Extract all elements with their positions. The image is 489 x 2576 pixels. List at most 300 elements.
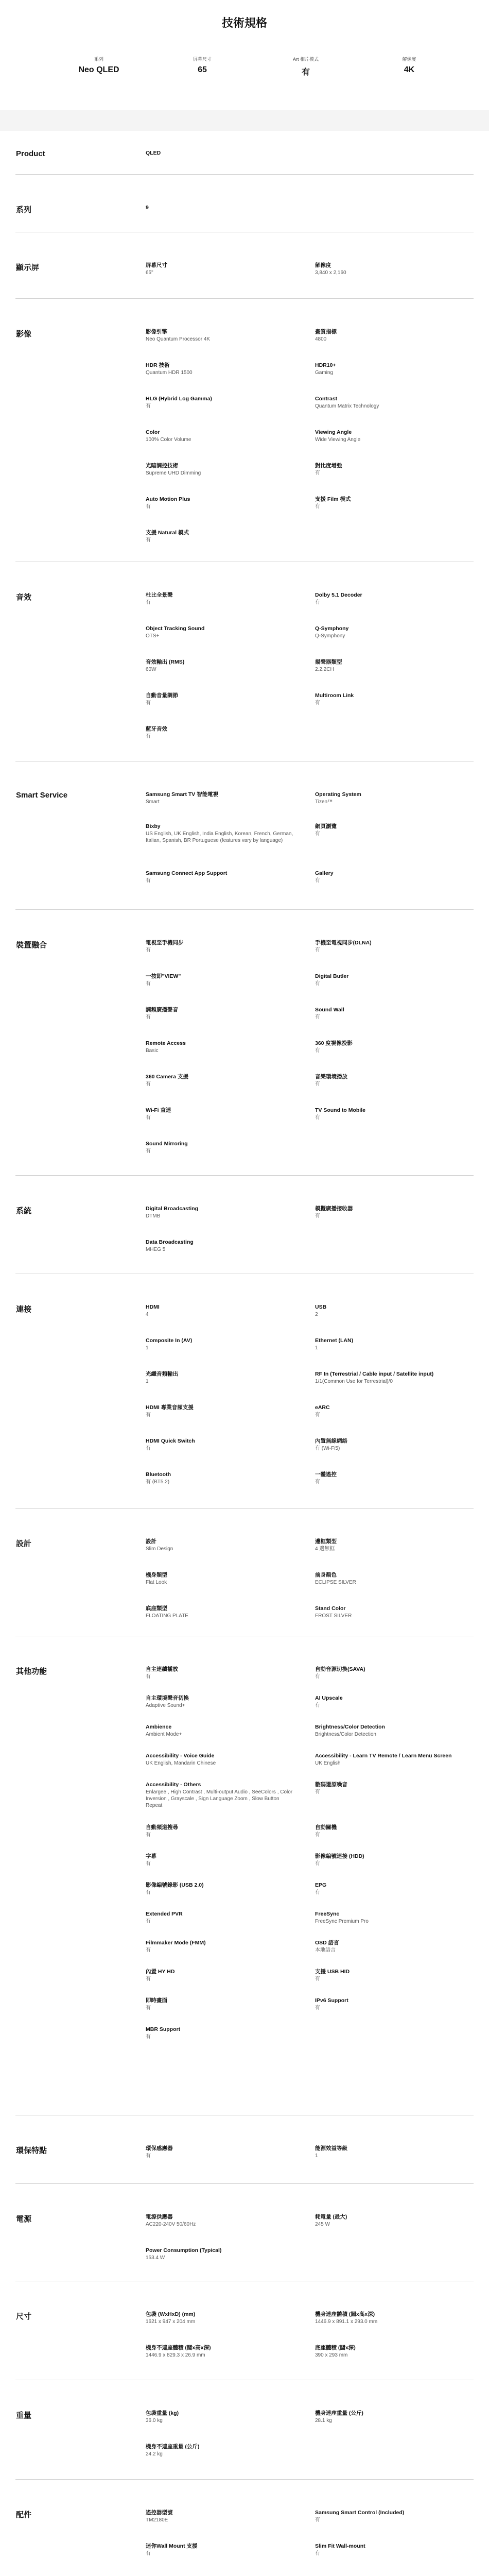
spec-label: Brightness/Color Detection xyxy=(315,1724,385,1730)
spec-item xyxy=(146,1437,295,1452)
section-title: 裝置融合 xyxy=(16,941,47,950)
spec-value: 有 xyxy=(315,831,320,837)
spec-value: FreeSync Premium Pro xyxy=(315,1919,369,1924)
spec-value: 有 xyxy=(315,1412,320,1418)
spec-item xyxy=(146,362,295,376)
spec-label: Wi-Fi 直連 xyxy=(146,1107,171,1113)
spec-label: Multiroom Link xyxy=(315,692,354,699)
spec-label: HDR 技術 xyxy=(146,362,170,368)
spec-item xyxy=(315,1370,464,1385)
spec-label: IPv6 Support xyxy=(315,1997,348,2004)
spec-value: 有 xyxy=(315,2005,320,2011)
spec-item xyxy=(146,2344,295,2359)
spec-item xyxy=(315,791,464,805)
spec-label: Dolby 5.1 Decoder xyxy=(315,592,362,598)
spec-item xyxy=(146,1723,295,1738)
spec-value: 有 xyxy=(315,1048,320,1054)
spec-label: 數碼還原噪音 xyxy=(315,1782,347,1788)
spec-value: 1621 x 947 x 204 mm xyxy=(146,2319,196,2325)
spec-item xyxy=(146,939,295,954)
spec-value: 390 x 293 mm xyxy=(315,2352,348,2358)
spec-item xyxy=(315,1538,464,1552)
spec-item xyxy=(315,823,464,837)
spec-label: 影像引擎 xyxy=(146,329,167,335)
spec-label: 邊框類型 xyxy=(315,1538,337,1545)
spec-value: 有 xyxy=(146,1115,151,1121)
spec-label: 手機至電視同步(DLNA) xyxy=(315,940,372,946)
spec-value: 有 xyxy=(146,504,151,510)
spec-item xyxy=(315,1006,464,1021)
spec-item xyxy=(146,1781,295,1809)
spec-label: Contrast xyxy=(315,396,338,402)
spec-item xyxy=(146,462,295,477)
spec-label: 機身連座體積 (闊x高x深) xyxy=(315,2311,375,2317)
spec-item xyxy=(146,823,295,844)
spec-item xyxy=(146,1140,295,1155)
spec-item xyxy=(315,1337,464,1351)
spec-value: 有 xyxy=(315,2551,320,2556)
spec-value: 有 xyxy=(146,2034,151,2040)
spec-label: 電源供應器 xyxy=(146,2214,173,2220)
spec-item xyxy=(146,1997,295,2011)
divider-band xyxy=(0,110,489,131)
spec-item xyxy=(146,1370,295,1385)
spec-value: Neo Quantum Processor 4K xyxy=(146,336,211,342)
spec-value: 4800 xyxy=(315,336,327,342)
spec-item xyxy=(146,1939,295,1954)
spec-item xyxy=(315,2509,464,2523)
spec-item xyxy=(146,791,295,805)
section-divider xyxy=(15,1508,474,1509)
spec-item xyxy=(315,1205,464,1219)
spec-label: Ambience xyxy=(146,1724,172,1730)
spec-value: 有 (Wi-Fi5) xyxy=(315,1446,340,1451)
spec-value: Quantum Matrix Technology xyxy=(315,403,379,409)
spec-label: eARC xyxy=(315,1404,330,1411)
spec-label: Color xyxy=(146,429,160,435)
spec-value: 有 xyxy=(315,1832,320,1838)
spec-item xyxy=(146,1910,295,1925)
spec-item xyxy=(315,1437,464,1452)
spec-label: Object Tracking Sound xyxy=(146,625,205,632)
spec-value: 1446.9 x 829.3 x 26.9 mm xyxy=(146,2352,205,2358)
spec-value: 有 xyxy=(315,1479,320,1485)
spec-item xyxy=(315,1571,464,1586)
spec-label: 內置 HY HD xyxy=(146,1969,175,1975)
spec-value: Flat Look xyxy=(146,1580,167,1585)
spec-item xyxy=(315,496,464,510)
spec-label: 自動音量調節 xyxy=(146,692,178,699)
spec-value: 2.2.2CH xyxy=(315,667,334,672)
spec-value: 4 邊無框 xyxy=(315,1546,335,1552)
spec-value: MHEG 5 xyxy=(146,1247,166,1252)
spec-label: HLG (Hybrid Log Gamma) xyxy=(146,396,212,402)
spec-item xyxy=(146,1006,295,1021)
spec-value: Slim Design xyxy=(146,1546,173,1552)
spec-label: 環保感應器 xyxy=(146,2145,173,2151)
spec-label: Accessibility - Learn TV Remote / Learn Menu Screen xyxy=(315,1753,452,1759)
spec-value: Q-Symphony xyxy=(315,633,345,639)
spec-label: Samsung Smart TV 智能電視 xyxy=(146,791,219,798)
spec-label: 機身不連座重量 (公斤) xyxy=(146,2444,200,2450)
spec-item xyxy=(146,529,295,544)
spec-item xyxy=(315,692,464,706)
section-title: 影像 xyxy=(16,330,32,338)
spec-value: 有 xyxy=(146,1919,151,1924)
page-title: 技術規格 xyxy=(221,16,267,29)
spec-item xyxy=(146,973,295,987)
section-title: 設計 xyxy=(16,1539,32,1548)
spec-label: 畫質指標 xyxy=(315,329,337,335)
spec-item xyxy=(146,262,295,276)
spec-value: 有 xyxy=(146,2153,151,2159)
spec-item xyxy=(146,1239,295,1253)
spec-value: 有 xyxy=(315,1890,320,1895)
spec-item xyxy=(146,1538,295,1552)
spec-item xyxy=(315,2145,464,2159)
spec-label: 包裝重量 (kg) xyxy=(146,2410,179,2416)
spec-item xyxy=(146,1968,295,1982)
spec-label: 自主連續播放 xyxy=(146,1666,178,1672)
spec-item xyxy=(315,973,464,987)
spec-label: 能源效益等級 xyxy=(315,2145,347,2151)
spec-label: 支援 Film 模式 xyxy=(315,496,351,502)
spec-item xyxy=(315,462,464,477)
spec-value: 28.1 kg xyxy=(315,2418,332,2424)
summary-resolution xyxy=(371,56,448,75)
spec-label: 前身顏色 xyxy=(315,1572,337,1578)
spec-item xyxy=(315,939,464,954)
summary-screen-size xyxy=(164,56,241,75)
spec-value: 有 (BT5.2) xyxy=(146,1479,170,1485)
spec-item xyxy=(146,1337,295,1351)
spec-value: 1 xyxy=(315,1345,318,1351)
spec-value: OTS+ xyxy=(146,633,160,639)
spec-label: Operating System xyxy=(315,791,361,798)
spec-value: 有 xyxy=(315,700,320,706)
spec-item xyxy=(146,2410,295,2424)
spec-value: 4 xyxy=(146,1312,149,1317)
spec-value: 有 xyxy=(146,1081,151,1087)
spec-value: 65" xyxy=(146,270,153,276)
spec-item xyxy=(315,1997,464,2011)
spec-label: 揚聲器類型 xyxy=(315,659,342,665)
spec-label: 屏幕尺寸 xyxy=(146,262,167,268)
spec-item xyxy=(315,1752,464,1767)
spec-label: 一體遙控 xyxy=(315,1471,337,1478)
spec-label: OSD 語言 xyxy=(315,1940,339,1946)
spec-value: 有 xyxy=(146,1832,151,1838)
spec-label: MBR Support xyxy=(146,2026,181,2032)
spec-item xyxy=(315,591,464,606)
section-title: 音效 xyxy=(16,593,32,602)
spec-label: 設計 xyxy=(146,1538,156,1545)
spec-item xyxy=(146,149,295,157)
spec-value: 2 xyxy=(315,1312,318,1317)
summary-bar xyxy=(0,56,489,87)
spec-value: Brightness/Color Detection xyxy=(315,1732,376,1737)
spec-label: Accessibility - Others xyxy=(146,1782,201,1788)
spec-label: 解像度 xyxy=(315,262,331,268)
summary-art-mode xyxy=(267,56,344,77)
spec-label: HDR10+ xyxy=(315,362,336,368)
spec-value: Gaming xyxy=(315,370,334,376)
summary-value: 4K xyxy=(404,65,415,74)
spec-label: 字幕 xyxy=(146,1853,156,1859)
spec-item xyxy=(146,204,295,212)
spec-item xyxy=(315,328,464,343)
section-title: Product xyxy=(16,149,45,158)
spec-value: 有 xyxy=(146,537,151,543)
section-divider xyxy=(15,174,474,175)
section-title: 電源 xyxy=(16,2215,32,2224)
spec-label: Stand Color xyxy=(315,1605,346,1612)
spec-label: 自動關機 xyxy=(315,1824,337,1831)
spec-item xyxy=(315,625,464,639)
spec-item xyxy=(315,1853,464,1867)
spec-value: Smart xyxy=(146,799,160,805)
spec-label: Composite In (AV) xyxy=(146,1337,193,1344)
spec-label: 9 xyxy=(146,205,149,211)
spec-label: QLED xyxy=(146,150,161,156)
spec-item xyxy=(315,1694,464,1709)
spec-item xyxy=(315,1781,464,1795)
spec-label: 影像編號連接 (HDD) xyxy=(315,1853,364,1859)
spec-label: Digital Broadcasting xyxy=(146,1206,199,1212)
spec-item xyxy=(315,1040,464,1054)
spec-label: RF In (Terrestrial / Cable input / Satellite input) xyxy=(315,1371,434,1377)
section-divider xyxy=(15,298,474,299)
spec-item xyxy=(146,692,295,706)
spec-value: 有 xyxy=(146,2551,151,2556)
spec-label: AI Upscale xyxy=(315,1695,343,1701)
summary-value: Neo QLED xyxy=(78,65,119,74)
summary-label: 系列 xyxy=(94,57,103,62)
spec-value: 有 xyxy=(315,1115,320,1121)
spec-item xyxy=(146,1853,295,1867)
spec-item xyxy=(146,2311,295,2325)
spec-value: 100% Color Volume xyxy=(146,437,191,443)
spec-label: Gallery xyxy=(315,870,334,876)
summary-label: Art 相片模式 xyxy=(292,57,319,62)
spec-item xyxy=(146,1205,295,1219)
spec-label: 自動頻道搜尋 xyxy=(146,1824,178,1831)
spec-value: FROST SILVER xyxy=(315,1613,352,1619)
spec-value: DTMB xyxy=(146,1213,161,1219)
spec-value: Quantum HDR 1500 xyxy=(146,370,193,376)
spec-value: 有 xyxy=(146,1947,151,1953)
spec-value: 1 xyxy=(146,1379,149,1384)
summary-label: 屏幕尺寸 xyxy=(193,57,212,62)
spec-label: 自動音源切換(SAVA) xyxy=(315,1666,365,1672)
spec-value: 60W xyxy=(146,667,156,672)
spec-item xyxy=(315,1666,464,1680)
spec-label: 藍牙音效 xyxy=(146,726,167,732)
spec-label: USB xyxy=(315,1304,327,1310)
spec-item xyxy=(146,1694,295,1709)
spec-value: 有 xyxy=(315,1081,320,1087)
spec-value: 有 xyxy=(315,1703,320,1708)
spec-item xyxy=(146,1107,295,1121)
spec-value: 有 xyxy=(146,600,151,605)
spec-label: Remote Access xyxy=(146,1040,186,1046)
spec-item xyxy=(146,1666,295,1680)
spec-value: 有 xyxy=(146,734,151,739)
spec-value: 有 xyxy=(315,1014,320,1020)
section-title: 連接 xyxy=(16,1305,32,1314)
spec-item xyxy=(315,870,464,884)
spec-label: 機身連座重量 (公斤) xyxy=(315,2410,363,2416)
summary-value: 65 xyxy=(198,65,207,74)
spec-label: HDMI 專業音頻支援 xyxy=(146,1404,194,1411)
spec-label: Q-Symphony xyxy=(315,625,349,632)
summary-label: 解像度 xyxy=(402,57,416,62)
section-title: 其他功能 xyxy=(16,1667,47,1676)
spec-label: 360 Camera 支援 xyxy=(146,1074,188,1080)
spec-item xyxy=(146,658,295,673)
spec-item xyxy=(315,2311,464,2325)
spec-item xyxy=(146,1471,295,1485)
spec-value: US English, UK English, India English, Korean, French, German, Italian, Spanish, BR Portuguese (features vary by language) xyxy=(146,831,293,843)
spec-item xyxy=(315,1882,464,1896)
spec-label: 網頁瀏覽 xyxy=(315,823,337,829)
spec-label: 音樂環境播放 xyxy=(315,1074,347,1080)
spec-label: 一按即"VIEW" xyxy=(146,973,181,979)
spec-value: 有 xyxy=(146,1674,151,1680)
spec-item xyxy=(315,1073,464,1088)
spec-value: ECLIPSE SILVER xyxy=(315,1580,356,1585)
section-title: 系列 xyxy=(16,206,32,214)
spec-value: 有 xyxy=(146,878,151,884)
spec-label: Bluetooth xyxy=(146,1471,171,1478)
section-title: Smart Service xyxy=(16,791,68,800)
spec-item xyxy=(146,1404,295,1418)
spec-value: Enlargee , High Contrast , Multi-output Audio , SeeColors , Color Inversion , Grayscale , Sign Language Zoom , Slow Button Repeat xyxy=(146,1789,293,1808)
spec-label: EPG xyxy=(315,1882,327,1888)
spec-label: 即時畫面 xyxy=(146,1997,167,2004)
spec-label: 杜比全景聲 xyxy=(146,592,173,598)
spec-label: 機身不連座體積 (闊x高x深) xyxy=(146,2345,211,2351)
spec-item xyxy=(146,1882,295,1896)
spec-item xyxy=(146,1824,295,1838)
spec-label: Data Broadcasting xyxy=(146,1239,194,1245)
spec-item xyxy=(315,2344,464,2359)
spec-value: 1/1(Common Use for Terrestrial)/0 xyxy=(315,1379,393,1384)
section-title: 尺寸 xyxy=(16,2312,32,2321)
spec-label: 底座體積 (闊x深) xyxy=(315,2345,356,2351)
spec-value: 有 xyxy=(315,1861,320,1867)
spec-label: Power Consumption (Typical) xyxy=(146,2247,222,2253)
spec-label: 支援 Natural 模式 xyxy=(146,530,189,536)
spec-value: UK English xyxy=(315,1760,341,1766)
spec-label: 內置無線網絡 xyxy=(315,1438,347,1444)
spec-item xyxy=(146,2026,295,2040)
spec-value: 有 xyxy=(315,2517,320,2523)
spec-value: 有 xyxy=(315,981,320,987)
spec-label: Sound Mirroring xyxy=(146,1141,188,1147)
section-divider xyxy=(15,909,474,910)
spec-value: 3,840 x 2,160 xyxy=(315,270,346,276)
spec-value: Tizen™ xyxy=(315,799,333,805)
section-title: 重量 xyxy=(16,2411,32,2420)
spec-value: 245 W xyxy=(315,2222,330,2227)
spec-label: HDMI Quick Switch xyxy=(146,1438,195,1444)
spec-value: 有 xyxy=(315,947,320,953)
spec-value: 有 xyxy=(315,1789,320,1795)
spec-item xyxy=(315,658,464,673)
spec-value: 1 xyxy=(315,2153,318,2159)
spec-value: 有 xyxy=(315,504,320,510)
spec-item xyxy=(315,395,464,410)
spec-value: 153.4 W xyxy=(146,2255,165,2261)
spec-item xyxy=(146,2443,295,2458)
spec-value: 1446.9 x 891.1 x 293.0 mm xyxy=(315,2319,378,2325)
spec-value: Wide Viewing Angle xyxy=(315,437,361,443)
spec-value: AC220-240V 50/60Hz xyxy=(146,2222,196,2227)
spec-value: 有 xyxy=(315,600,320,605)
spec-value: TM2180E xyxy=(146,2517,168,2523)
spec-value: 有 xyxy=(315,1976,320,1982)
summary-series xyxy=(60,56,137,75)
spec-value: 有 xyxy=(315,1674,320,1680)
spec-value: 有 xyxy=(315,470,320,476)
spec-item xyxy=(146,1571,295,1586)
spec-label: 音效輸出 (RMS) xyxy=(146,659,185,665)
spec-value: Basic xyxy=(146,1048,159,1054)
spec-label: 調頻廣播聲音 xyxy=(146,1007,178,1013)
spec-value: 有 xyxy=(146,700,151,706)
spec-item xyxy=(146,2247,295,2261)
spec-item xyxy=(315,1404,464,1418)
spec-item xyxy=(315,2410,464,2424)
spec-item xyxy=(146,870,295,884)
spec-label: Samsung Connect App Support xyxy=(146,870,228,876)
spec-value: 有 xyxy=(146,1148,151,1154)
spec-item xyxy=(146,2145,295,2159)
spec-value: FLOATING PLATE xyxy=(146,1613,188,1619)
spec-item xyxy=(146,496,295,510)
spec-value: 有 xyxy=(315,878,320,884)
spec-label: 對比度增強 xyxy=(315,463,342,469)
spec-label: 遙控器型號 xyxy=(146,2510,173,2516)
spec-label: Accessibility - Voice Guide xyxy=(146,1753,215,1759)
spec-item xyxy=(146,725,295,740)
spec-label: 電視至手機同步 xyxy=(146,940,184,946)
spec-label: Filmmaker Mode (FMM) xyxy=(146,1940,206,1946)
spec-item xyxy=(315,1824,464,1838)
spec-label: Bixby xyxy=(146,823,161,829)
spec-label: 底座類型 xyxy=(146,1605,167,1612)
spec-item xyxy=(315,1939,464,1954)
spec-value: 24.2 kg xyxy=(146,2451,163,2457)
spec-label: 自主環境聲音切換 xyxy=(146,1695,189,1701)
spec-item xyxy=(315,1605,464,1619)
spec-value: 有 xyxy=(146,1890,151,1895)
spec-item xyxy=(315,2213,464,2228)
section-divider xyxy=(15,2479,474,2480)
spec-label: 光纖音頻輸出 xyxy=(146,1371,178,1377)
spec-label: Viewing Angle xyxy=(315,429,352,435)
spec-label: Sound Wall xyxy=(315,1007,344,1013)
section-title: 環保特點 xyxy=(16,2146,47,2155)
spec-label: 機身類型 xyxy=(146,1572,167,1578)
spec-item xyxy=(315,362,464,376)
spec-item xyxy=(146,1605,295,1619)
spec-item xyxy=(146,2509,295,2523)
spec-item xyxy=(146,625,295,639)
spec-label: HDMI xyxy=(146,1304,160,1310)
spec-label: Slim Fit Wall-mount xyxy=(315,2543,365,2549)
